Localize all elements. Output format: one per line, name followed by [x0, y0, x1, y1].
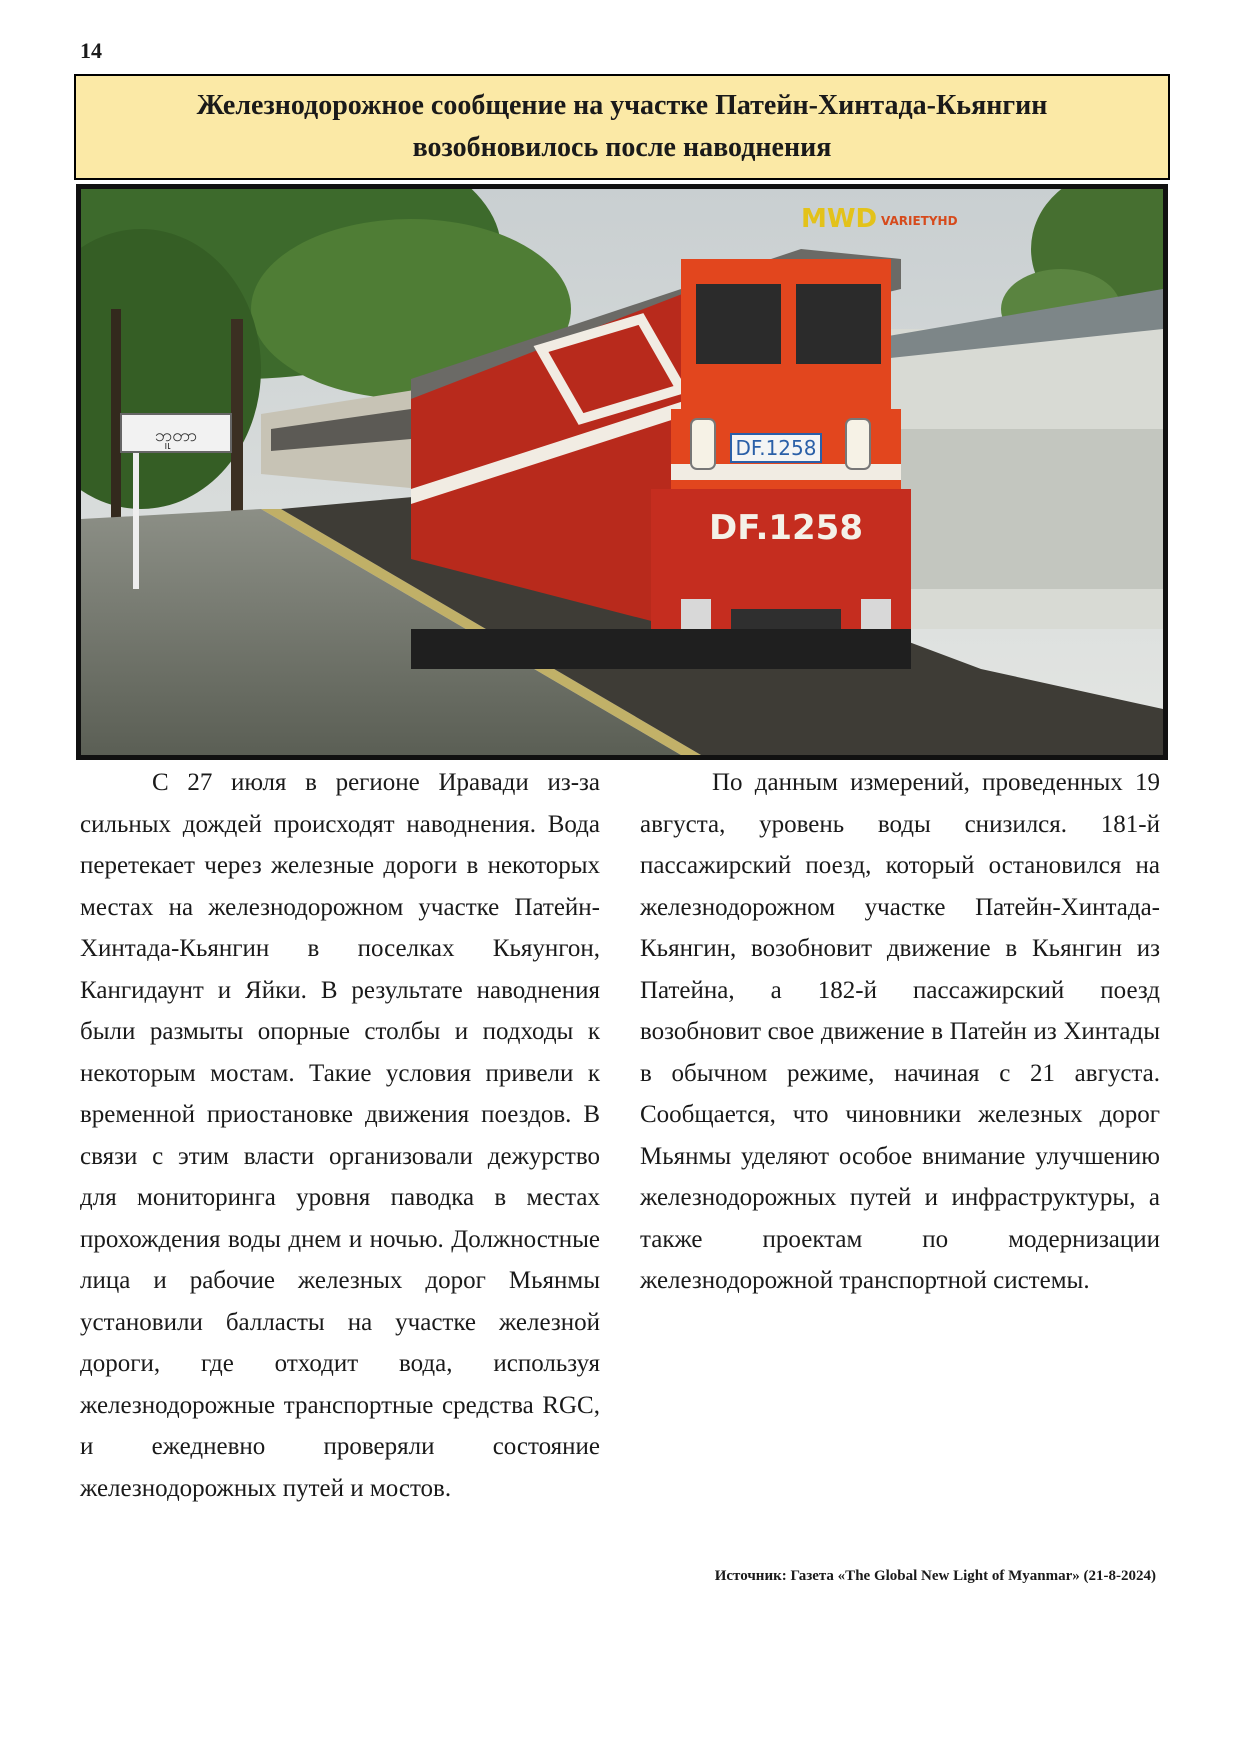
article-title — [197, 85, 1048, 169]
locomotive-front-number: DF.1258 — [709, 508, 863, 548]
source-citation: Источник: Газета «The Global New Light of Myanmar» (21-8-2024) — [714, 1568, 1156, 1584]
article-paragraph: С 27 июля в регионе Иравади из-за сильных дождей происходят наводнения. Вода перетекает через железные дороги в некоторых местах на железнодорожном участке Патейн-Хинтада-Кьянгин в поселках Кьяунгон, Кангидаунт и Яйки. В результате наводнения были размыты опорные столбы и подходы к некоторым мостам. Такие условия привели к временной приостановке движения поездов. В связи с этим власти организовали дежурство для мониторинга уровня паводка в местах прохождения воды днем и ночью. Должностные лица и рабочие железных дорог Мьянмы установили балласты на участке железной дороги, где отходит вода, используя железнодорожные транспортные средства RGC, и ежедневно проверяли состояние железнодорожных путей и мостов. — [80, 769, 600, 1502]
headlight-right — [846, 419, 870, 469]
headlight-left — [691, 419, 715, 469]
article-title-line-1: Железнодорожное сообщение на участке Патейн-Хинтада-Кьянгин — [196, 90, 1048, 121]
cab-window-left — [696, 284, 781, 364]
page-number: 14 — [80, 38, 102, 63]
watermark-logo: MWD — [801, 204, 878, 234]
undercarriage — [411, 629, 911, 669]
article-title-box — [74, 74, 1170, 180]
locomotive-illustration — [81, 189, 1163, 755]
number-plate-text: DF.1258 — [735, 436, 817, 460]
article-title-line-2: возобновилось после наводнения — [412, 132, 832, 163]
watermark-suffix: VARIETYHD — [881, 214, 958, 228]
cab-window-right — [796, 284, 881, 364]
station-sign-text: ဘူတာ — [154, 425, 198, 446]
article-paragraph: По данным измерений, проведенных 19 августа, уровень воды снизился. 181-й пассажирский поезд, который остановился на железнодорожном участке Патейн-Хинтада-Кьянгин, возобновит движение в Кьянгин из Патейна, а 182-й пассажирский поезд возобновит свое движение в Патейн из Хинтады в обычном режиме, начиная с 21 августа. Сообщается, что чиновники железных дорог Мьянмы уделяют особое внимание улучшению железнодорожных путей и инфраструктуры, а также проектам по модернизации железнодорожной транспортной системы. — [640, 769, 1160, 1294]
article-column-right — [640, 762, 1160, 1302]
locomotive-photo — [76, 184, 1168, 760]
fence — [891, 429, 1163, 589]
article-column-left — [80, 762, 600, 1509]
